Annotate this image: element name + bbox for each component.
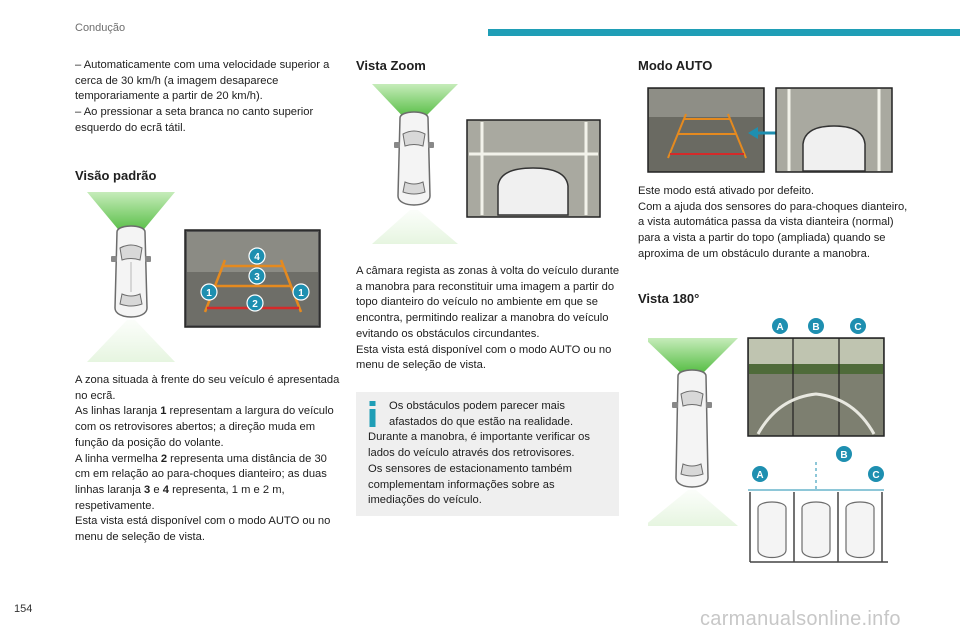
heading-180-view: Vista 180° xyxy=(638,291,700,306)
info-p2: Durante a manobra, é importante verificar os lados do veículo através dos retrovisores. xyxy=(368,431,590,460)
info-text xyxy=(368,399,612,509)
zoom-view-description xyxy=(356,264,622,374)
standard-p3: A linha vermelha 2 representa uma distância de 30 cm em relação ao para-choques dianteiro; as duas linhas laranja 3 e 4 representa, 1 m e 2 m, respetivamente. xyxy=(75,452,327,512)
auto-p1: Este modo está ativado por defeito. xyxy=(638,185,815,197)
standard-p2: As linhas laranja 1 representam a largura do veículo com os retrovisores abertos; a direção muda em função da posição do volante. xyxy=(75,405,334,449)
page-number: 154 xyxy=(14,603,33,615)
section-label: Condução xyxy=(75,22,126,34)
svg-text:A: A xyxy=(776,322,784,333)
standard-p4: Esta vista está disponível com o modo AUTO ou no menu de seleção de vista. xyxy=(75,515,331,544)
camera-cone-rear xyxy=(648,490,738,526)
parking-diagram xyxy=(748,462,888,562)
header-accent-bar xyxy=(488,29,960,36)
camera-cone-rear xyxy=(372,210,458,244)
car-top-view-icon xyxy=(672,370,712,487)
camera-screen-normal xyxy=(648,88,764,172)
svg-text:4: 4 xyxy=(254,252,260,263)
standard-p1: A zona situada à frente do seu veículo é apresentada no ecrã. xyxy=(75,374,340,402)
svg-text:A: A xyxy=(756,470,764,481)
svg-text:C: C xyxy=(854,322,862,333)
heading-auto-mode: Modo AUTO xyxy=(638,58,713,73)
auto-mode-description xyxy=(638,184,908,263)
camera-screen-180 xyxy=(748,338,884,436)
view-180-figure xyxy=(648,314,898,564)
label-C-top xyxy=(850,318,866,334)
standard-view-figure xyxy=(75,190,330,365)
label-C-diagram xyxy=(868,466,884,482)
zoom-view-figure xyxy=(370,82,605,247)
svg-text:B: B xyxy=(840,450,848,461)
svg-text:C: C xyxy=(872,470,880,481)
guide-marker-1-right xyxy=(293,284,309,300)
svg-text:B: B xyxy=(812,322,820,333)
auto-p2: Com a ajuda dos sensores do para-choques dianteiro, a vista automática passa da vista dianteira (normal) para a vista a partir do topo (ampliada) quando se aproxima de um obstáculo durante a manobra. xyxy=(638,200,908,260)
guide-marker-1-left xyxy=(201,284,217,300)
zoom-p2: Esta vista está disponível com o modo AUTO ou no menu de seleção de vista. xyxy=(356,343,612,372)
svg-text:2: 2 xyxy=(252,299,258,310)
intro-item-arrow: – Ao pressionar a seta branca no canto superior esquerdo do ecrã tátil. xyxy=(75,106,314,134)
zoom-p1: A câmara regista as zonas à volta do veículo durante a manobra para reconstituir uma imagem a partir do topo dianteiro do veículo no ambiente em que se encontra, permitindo realizar a manobra do veículo evitando os obstáculos circundantes. xyxy=(356,265,620,340)
label-B-diagram xyxy=(836,446,852,462)
info-p3: Os sensores de estacionamento também complementam informações sobre as imediações do veículo. xyxy=(368,462,572,507)
watermark: carmanualsonline.info xyxy=(700,608,901,630)
standard-view-description xyxy=(75,373,343,546)
info-box xyxy=(356,392,619,516)
svg-text:1: 1 xyxy=(206,288,212,299)
guide-marker-4 xyxy=(249,248,265,264)
intro-text xyxy=(75,58,340,137)
guide-marker-2 xyxy=(247,295,263,311)
svg-text:1: 1 xyxy=(298,288,304,299)
label-A-diagram xyxy=(752,466,768,482)
info-p1: Os obstáculos podem parecer mais afastados do que estão na realidade. xyxy=(389,400,574,428)
camera-screen-zoomed xyxy=(776,88,892,172)
camera-screen-zoom xyxy=(467,120,600,217)
car-top-view-icon xyxy=(394,112,434,205)
auto-mode-figure xyxy=(646,86,896,176)
camera-cone-rear xyxy=(87,320,175,362)
guide-marker-3 xyxy=(249,268,265,284)
svg-text:3: 3 xyxy=(254,272,260,283)
label-A-top xyxy=(772,318,788,334)
heading-standard-view: Visão padrão xyxy=(75,168,157,183)
label-B-top xyxy=(808,318,824,334)
car-top-view-icon xyxy=(111,226,151,317)
heading-zoom-view: Vista Zoom xyxy=(356,58,426,73)
intro-item-speed: – Automaticamente com uma velocidade superior a cerca de 30 km/h (a imagem desaparece temporariamente a partir de 20 km/h). xyxy=(75,59,330,103)
